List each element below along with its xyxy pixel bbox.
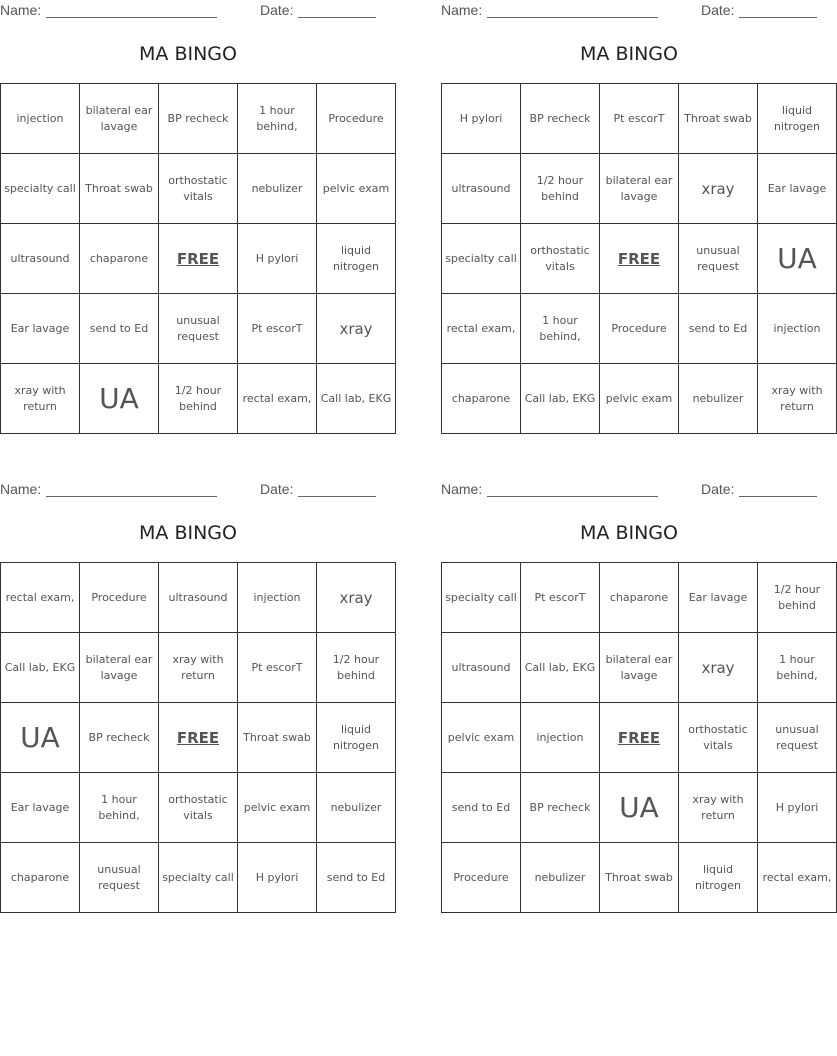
bingo-row xyxy=(1,154,396,224)
bingo-cell: 1/2 hour behind xyxy=(317,633,396,703)
bingo-card-1 xyxy=(0,0,392,434)
bingo-cell: bilateral ear lavage xyxy=(600,633,679,703)
bingo-cell: nebulizer xyxy=(521,843,600,913)
name-label: Name: xyxy=(441,2,483,18)
bingo-grid xyxy=(0,562,396,913)
bingo-cell: 1 hour behind, xyxy=(758,633,837,703)
bingo-cell: Call lab, EKG xyxy=(317,364,396,434)
bingo-cell: xray xyxy=(317,563,396,633)
bingo-cell: xray xyxy=(679,154,758,224)
bingo-cell: rectal exam, xyxy=(758,843,837,913)
name-label: Name: xyxy=(0,481,42,497)
card-title: MA BINGO xyxy=(139,43,237,65)
bingo-row xyxy=(1,364,396,434)
bingo-row xyxy=(442,294,837,364)
bingo-cell: pelvic exam xyxy=(317,154,396,224)
bingo-cell: injection xyxy=(521,703,600,773)
bingo-cell: send to Ed xyxy=(679,294,758,364)
bingo-cell: nebulizer xyxy=(238,154,317,224)
bingo-cell: Ear lavage xyxy=(1,773,80,843)
bingo-row xyxy=(1,843,396,913)
bingo-cell: liquid nitrogen xyxy=(317,703,396,773)
bingo-cell: ultrasound xyxy=(442,633,521,703)
bingo-cell: nebulizer xyxy=(679,364,758,434)
name-blank-line xyxy=(487,17,658,18)
bingo-row xyxy=(442,563,837,633)
bingo-row xyxy=(1,773,396,843)
bingo-row xyxy=(1,633,396,703)
name-blank-line xyxy=(46,17,217,18)
bingo-cell: xray with return xyxy=(758,364,837,434)
card-header xyxy=(441,481,817,499)
bingo-cell: Throat swab xyxy=(80,154,159,224)
date-label: Date: xyxy=(701,2,735,18)
bingo-cell: BP recheck xyxy=(159,84,238,154)
bingo-cell: orthostatic vitals xyxy=(159,773,238,843)
bingo-cell: ultrasound xyxy=(442,154,521,224)
bingo-cell: xray with return xyxy=(679,773,758,843)
bingo-cell: H pylori xyxy=(238,843,317,913)
bingo-row xyxy=(442,633,837,703)
bingo-cell: pelvic exam xyxy=(238,773,317,843)
bingo-cell: bilateral ear lavage xyxy=(80,84,159,154)
bingo-cell: UA xyxy=(600,773,679,843)
bingo-card-3 xyxy=(0,479,386,913)
bingo-cell: Call lab, EKG xyxy=(1,633,80,703)
bingo-cell: Ear lavage xyxy=(758,154,837,224)
bingo-cell: H pylori xyxy=(758,773,837,843)
bingo-cell: bilateral ear lavage xyxy=(600,154,679,224)
bingo-cell: Procedure xyxy=(600,294,679,364)
bingo-cell: chaparone xyxy=(80,224,159,294)
bingo-cell: 1 hour behind, xyxy=(238,84,317,154)
bingo-cell: Procedure xyxy=(80,563,159,633)
bingo-cell: Throat swab xyxy=(600,843,679,913)
card-header xyxy=(0,481,376,499)
bingo-card-4 xyxy=(441,479,832,913)
bingo-cell: pelvic exam xyxy=(600,364,679,434)
bingo-cell: specialty call xyxy=(1,154,80,224)
bingo-cell: rectal exam, xyxy=(442,294,521,364)
bingo-cell: UA xyxy=(80,364,159,434)
bingo-cell: Pt escorT xyxy=(238,294,317,364)
bingo-cell: orthostatic vitals xyxy=(159,154,238,224)
bingo-row xyxy=(1,703,396,773)
bingo-grid xyxy=(441,562,837,913)
name-blank-line xyxy=(46,496,217,497)
bingo-cell: Pt escorT xyxy=(521,563,600,633)
name-label: Name: xyxy=(441,481,483,497)
bingo-cell: rectal exam, xyxy=(238,364,317,434)
bingo-row xyxy=(1,563,396,633)
bingo-cell: ultrasound xyxy=(159,563,238,633)
bingo-cell: orthostatic vitals xyxy=(679,703,758,773)
bingo-cell: send to Ed xyxy=(442,773,521,843)
bingo-cell: send to Ed xyxy=(317,843,396,913)
bingo-grid xyxy=(0,83,396,434)
bingo-row xyxy=(1,224,396,294)
free-space-cell: FREE xyxy=(600,703,679,773)
bingo-row xyxy=(442,154,837,224)
bingo-cell: 1 hour behind, xyxy=(80,773,159,843)
date-blank-line xyxy=(298,496,376,497)
name-label: Name: xyxy=(0,2,42,18)
bingo-cell: unusual request xyxy=(758,703,837,773)
bingo-cell: H pylori xyxy=(238,224,317,294)
bingo-cell: xray xyxy=(317,294,396,364)
bingo-cell: liquid nitrogen xyxy=(679,843,758,913)
free-space-cell: FREE xyxy=(159,703,238,773)
date-label: Date: xyxy=(260,481,294,497)
bingo-cell: nebulizer xyxy=(317,773,396,843)
bingo-cell: 1/2 hour behind xyxy=(758,563,837,633)
bingo-row xyxy=(442,773,837,843)
bingo-cell: Procedure xyxy=(442,843,521,913)
bingo-cell: Call lab, EKG xyxy=(521,633,600,703)
bingo-cell: Throat swab xyxy=(679,84,758,154)
bingo-cell: specialty call xyxy=(442,224,521,294)
date-blank-line xyxy=(739,496,817,497)
bingo-row xyxy=(442,224,837,294)
date-label: Date: xyxy=(260,2,294,18)
bingo-cell: Procedure xyxy=(317,84,396,154)
bingo-cell: unusual request xyxy=(679,224,758,294)
bingo-cell: 1/2 hour behind xyxy=(521,154,600,224)
bingo-cell: injection xyxy=(238,563,317,633)
bingo-cell: injection xyxy=(758,294,837,364)
bingo-cell: liquid nitrogen xyxy=(758,84,837,154)
card-title: MA BINGO xyxy=(139,522,237,544)
bingo-cell: chaparone xyxy=(1,843,80,913)
bingo-grid xyxy=(441,83,837,434)
bingo-cell: UA xyxy=(1,703,80,773)
bingo-cell: xray with return xyxy=(1,364,80,434)
date-label: Date: xyxy=(701,481,735,497)
bingo-cell: rectal exam, xyxy=(1,563,80,633)
bingo-cell: ultrasound xyxy=(1,224,80,294)
bingo-cell: xray with return xyxy=(159,633,238,703)
bingo-cell: UA xyxy=(758,224,837,294)
bingo-cell: specialty call xyxy=(442,563,521,633)
date-blank-line xyxy=(298,17,376,18)
card-title: MA BINGO xyxy=(580,522,678,544)
bingo-cell: Throat swab xyxy=(238,703,317,773)
card-header xyxy=(441,2,817,20)
bingo-cell: pelvic exam xyxy=(442,703,521,773)
bingo-cell: liquid nitrogen xyxy=(317,224,396,294)
bingo-cell: chaparone xyxy=(442,364,521,434)
bingo-cell: H pylori xyxy=(442,84,521,154)
bingo-cell: unusual request xyxy=(80,843,159,913)
date-blank-line xyxy=(739,17,817,18)
bingo-cell: 1/2 hour behind xyxy=(159,364,238,434)
bingo-cell: xray xyxy=(679,633,758,703)
card-header xyxy=(0,2,376,20)
bingo-cell: unusual request xyxy=(159,294,238,364)
bingo-cell: injection xyxy=(1,84,80,154)
bingo-cell: orthostatic vitals xyxy=(521,224,600,294)
bingo-cell: chaparone xyxy=(600,563,679,633)
bingo-card-2 xyxy=(441,0,827,434)
bingo-cell: BP recheck xyxy=(521,773,600,843)
bingo-cell: bilateral ear lavage xyxy=(80,633,159,703)
bingo-cell: Call lab, EKG xyxy=(521,364,600,434)
bingo-cell: send to Ed xyxy=(80,294,159,364)
bingo-cell: 1 hour behind, xyxy=(521,294,600,364)
bingo-row xyxy=(442,703,837,773)
bingo-row xyxy=(442,364,837,434)
bingo-row xyxy=(442,84,837,154)
bingo-row xyxy=(1,294,396,364)
free-space-cell: FREE xyxy=(159,224,238,294)
bingo-row xyxy=(1,84,396,154)
name-blank-line xyxy=(487,496,658,497)
bingo-cell: Pt escorT xyxy=(600,84,679,154)
free-space-cell: FREE xyxy=(600,224,679,294)
bingo-cell: BP recheck xyxy=(80,703,159,773)
bingo-cell: Ear lavage xyxy=(679,563,758,633)
bingo-cell: BP recheck xyxy=(521,84,600,154)
card-title: MA BINGO xyxy=(580,43,678,65)
bingo-cell: Pt escorT xyxy=(238,633,317,703)
bingo-cell: specialty call xyxy=(159,843,238,913)
bingo-row xyxy=(442,843,837,913)
bingo-cell: Ear lavage xyxy=(1,294,80,364)
